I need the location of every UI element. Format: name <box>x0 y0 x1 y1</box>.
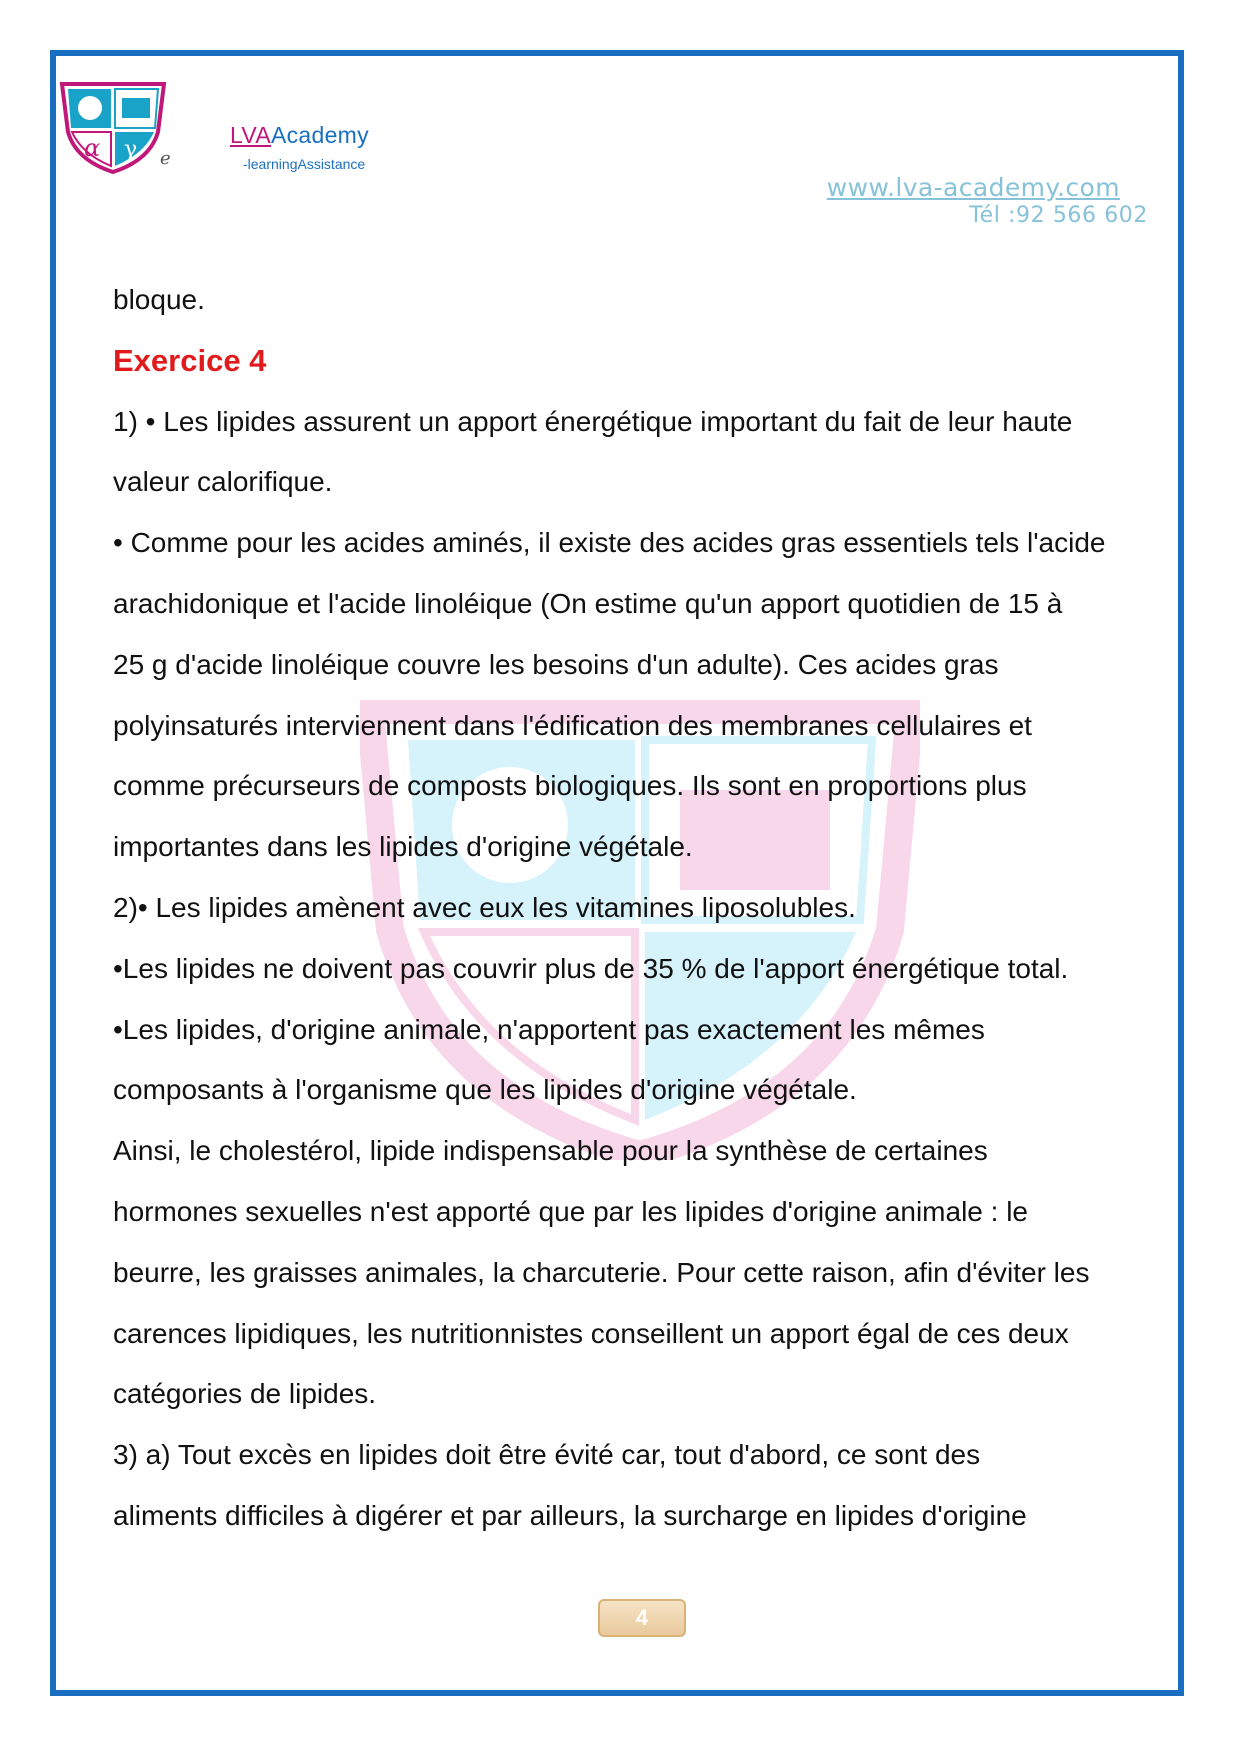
brand-tagline: -learningAssistance <box>243 156 366 172</box>
text-line: Ainsi, le cholestérol, lipide indispensable pour la synthèse de certaines <box>113 1135 988 1167</box>
academy-logo <box>58 80 168 175</box>
text-line: importantes dans les lipides d'origine végétale. <box>113 831 693 863</box>
text-line: beurre, les graisses animales, la charcuterie. Pour cette raison, afin d'éviter les <box>113 1256 1090 1288</box>
text-line: 1) • Les lipides assurent un apport énergétique important du fait de leur haute <box>113 405 1073 437</box>
text-line: composants à l'organisme que les lipides d'origine végétale. <box>113 1074 857 1106</box>
text-line: polyinsaturés interviennent dans l'édification des membranes cellulaires et <box>113 709 1032 741</box>
text-line: carences lipidiques, les nutritionnistes conseillent un apport égal de ces deux <box>113 1317 1069 1349</box>
page-number: 4 <box>598 1599 686 1637</box>
svg-text:γ: γ <box>124 137 138 162</box>
text-line: 3) a) Tout excès en lipides doit être évité car, tout d'abord, ce sont des <box>113 1439 981 1471</box>
text-line: 2)• Les lipides amènent avec eux les vitamines liposolubles. <box>113 891 856 923</box>
svg-text:α: α <box>84 134 101 162</box>
text-line: 25 g d'acide linoléique couvre les besoins d'un adulte). Ces acides gras <box>113 648 999 680</box>
text-line: catégories de lipides. <box>113 1378 377 1410</box>
text-line: • Comme pour les acides aminés, il existe des acides gras essentiels tels l'acide <box>113 527 1106 559</box>
text-line: aliments difficiles à digérer et par ailleurs, la surcharge en lipides d'origine <box>113 1499 1027 1531</box>
exercise-heading: Exercice 4 <box>113 342 267 378</box>
phone-number: Tél :92 566 602 <box>969 203 1148 228</box>
document-body <box>113 270 1173 1547</box>
brand-name <box>230 122 369 149</box>
logo-e-letter: e <box>160 148 171 169</box>
website-link[interactable]: www.lva-academy.com <box>826 173 1120 202</box>
text-line: •Les lipides ne doivent pas couvrir plus de 35 % de l'apport énergétique total. <box>113 952 1069 984</box>
text-line: valeur calorifique. <box>113 466 333 498</box>
text-line: comme précurseurs de composts biologiques. Ils sont en proportions plus <box>113 770 1027 802</box>
text-line: arachidonique et l'acide linoléique (On estime qu'un apport quotidien de 15 à <box>113 587 1063 619</box>
brand-lva: LVA <box>230 122 271 148</box>
text-line: •Les lipides, d'origine animale, n'apportent pas exactement les mêmes <box>113 1013 985 1045</box>
text-line: hormones sexuelles n'est apporté que par les lipides d'origine animale : le <box>113 1195 1029 1227</box>
brand-academy: Academy <box>270 122 369 148</box>
text-line: bloque. <box>113 284 205 315</box>
